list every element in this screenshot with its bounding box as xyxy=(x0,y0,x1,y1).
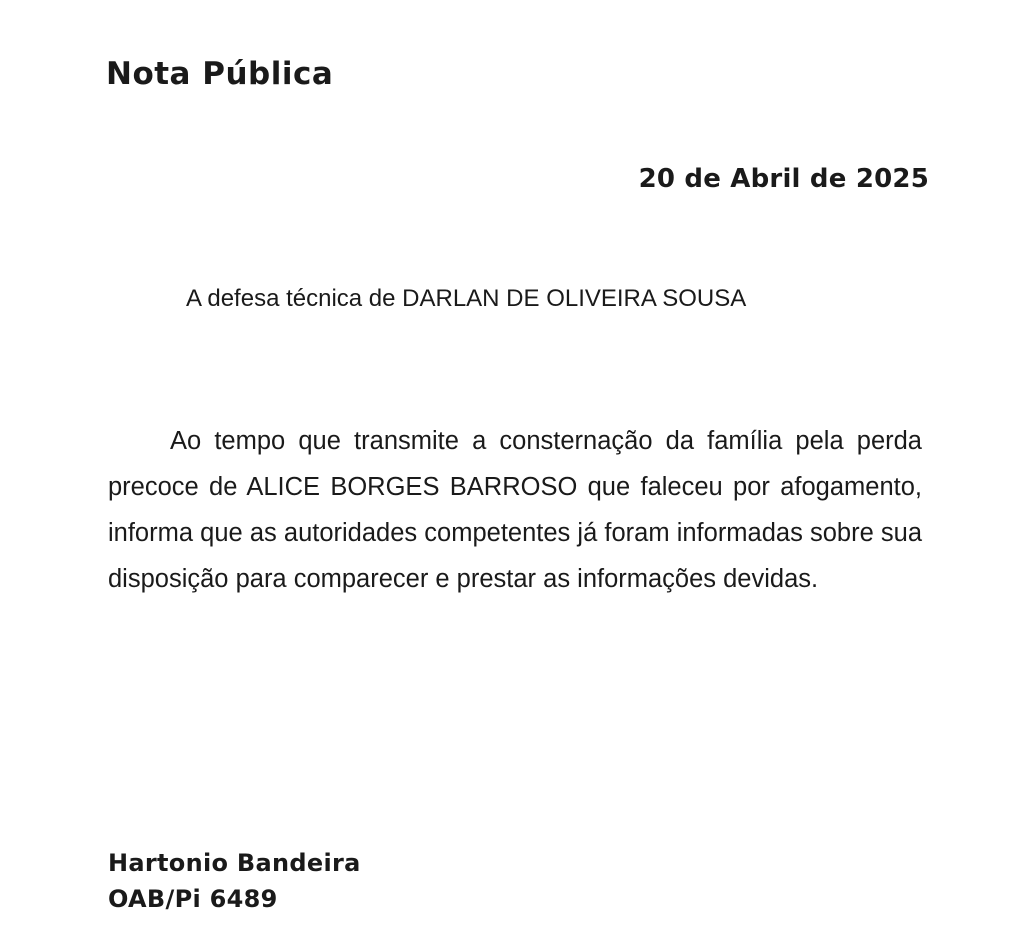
intro-line: A defesa técnica de DARLAN DE OLIVEIRA SOUSA xyxy=(186,285,747,312)
signature-block xyxy=(108,845,361,917)
signature-name: Hartonio Bandeira xyxy=(108,849,361,877)
document-date: 20 de Abril de 2025 xyxy=(638,164,929,194)
signature-registration: OAB/Pi 6489 xyxy=(108,885,278,913)
document-title: Nota Pública xyxy=(106,56,334,92)
body-paragraph: Ao tempo que transmite a consternação da família pela perda precoce de ALICE BORGES BARROSO que faleceu por afogamento, informa que as autoridades competentes já foram informadas sobre sua disposição para comparecer e prestar as informações devidas. xyxy=(108,427,922,593)
